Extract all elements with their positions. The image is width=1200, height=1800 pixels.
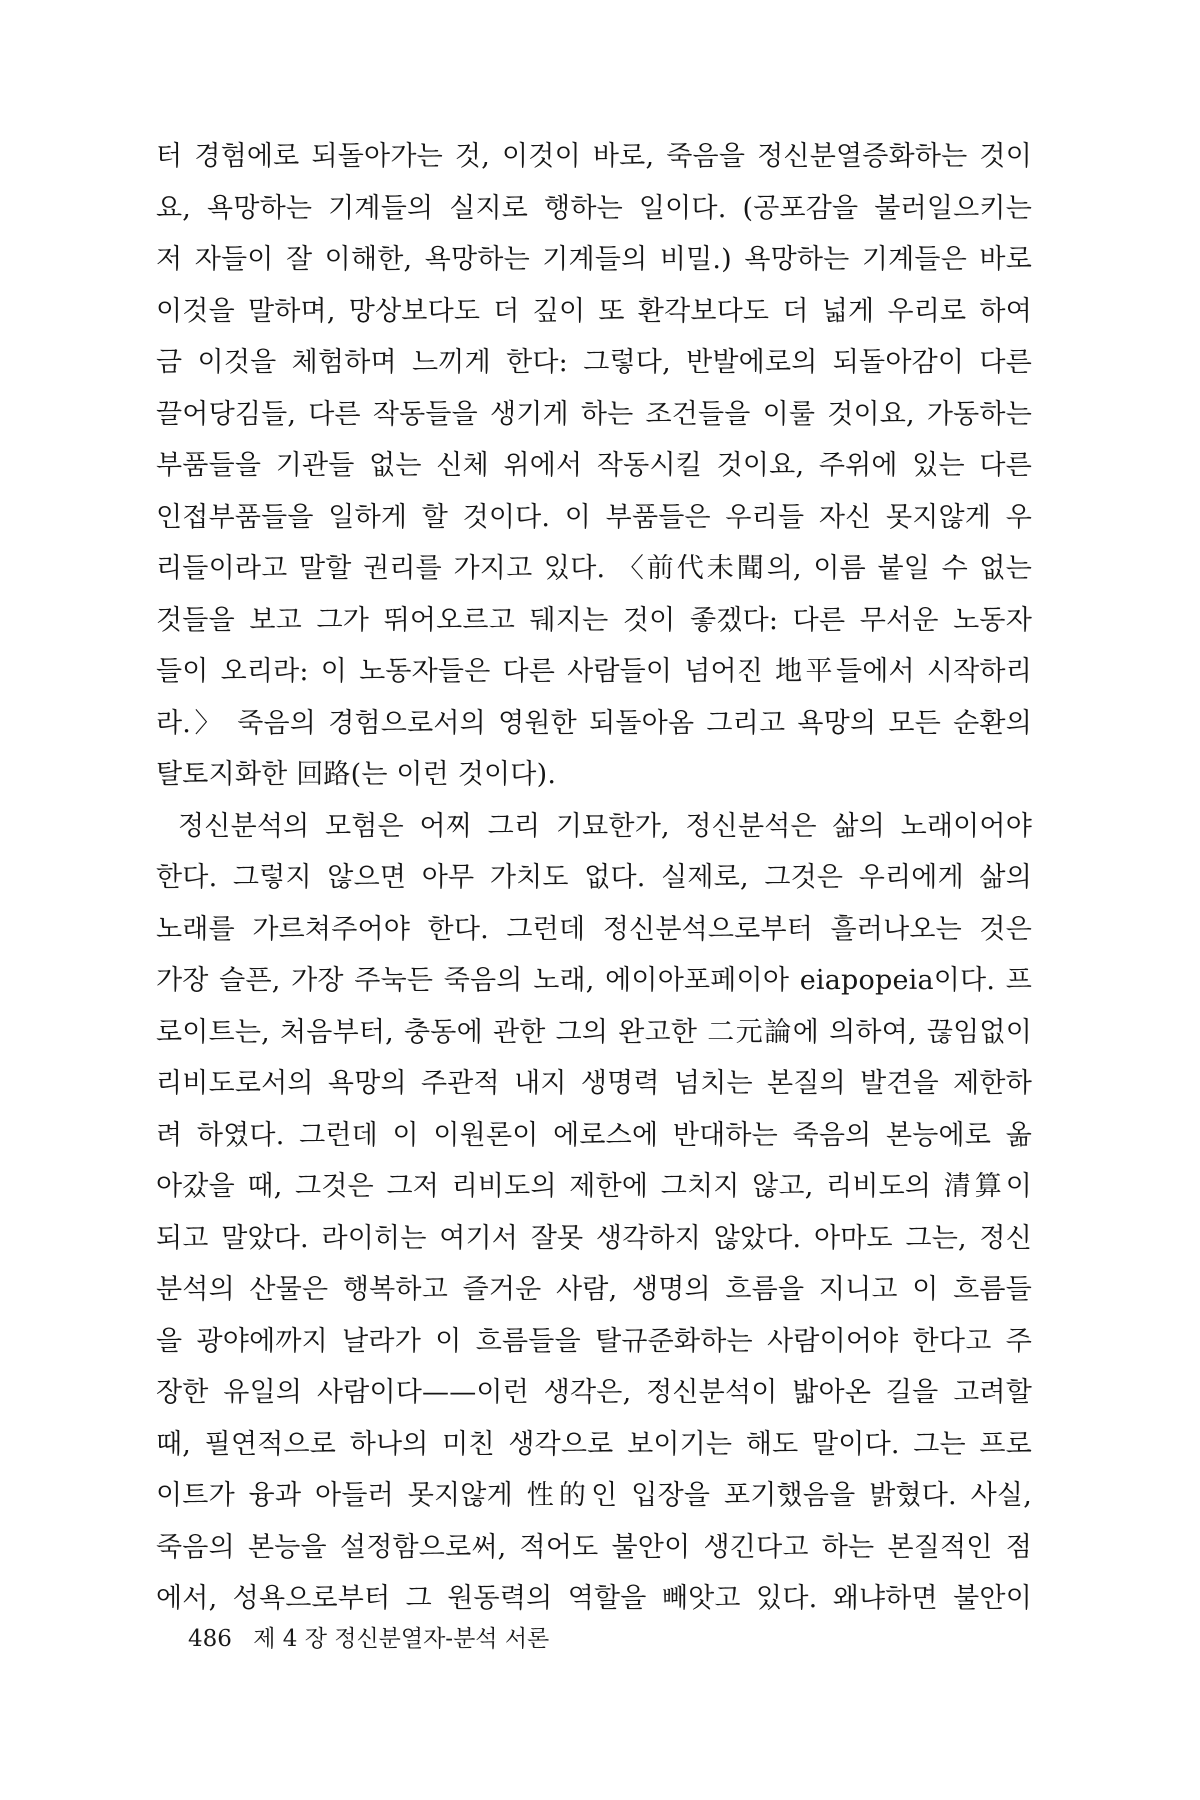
text-line: 요, 욕망하는 기계들의 실지로 행하는 일이다. (공포감을 불러일으키는 <box>156 192 1032 224</box>
text-line: 한다. 그렇지 않으면 아무 가치도 없다. 실제로, 그것은 우리에게 삶의 <box>156 862 1032 893</box>
text-line: 때, 필연적으로 하나의 미친 생각으로 보이기는 해도 말이다. 그는 프로 <box>156 1428 1032 1460</box>
text-line: 탈토지화한 回路(는 이런 것이다). <box>156 759 557 790</box>
text-line: 금 이것을 체험하며 느끼게 한다: 그렇다, 반발에로의 되돌아감이 다른 <box>156 347 1032 378</box>
text-line: 저 자들이 잘 이해한, 욕망하는 기계들의 비밀.) 욕망하는 기계들은 바로 <box>156 244 1032 275</box>
text-line: 터 경험에로 되돌아가는 것, 이것이 바로, 죽음을 정신분열증화하는 것이 <box>156 141 1032 172</box>
text-line: 정신분석의 모험은 어찌 그리 기묘한가, 정신분석은 삶의 노래이어야 <box>178 810 1032 842</box>
body-text <box>156 131 1032 1625</box>
text-line: 인접부품들을 일하게 할 것이다. 이 부품들은 우리들 자신 못지않게 우 <box>156 501 1032 533</box>
text-line: 에서, 성욕으로부터 그 원동력의 역할을 빼앗고 있다. 왜냐하면 불안이 <box>156 1583 1032 1614</box>
text-line: 아갔을 때, 그것은 그저 리비도의 제한에 그치지 않고, 리비도의 清算이 <box>156 1171 1032 1202</box>
text-line: 려 하였다. 그런데 이 이원론이 에로스에 반대하는 죽음의 본능에로 옮 <box>156 1119 1032 1151</box>
text-line: 부품들을 기관들 없는 신체 위에서 작동시킬 것이요, 주위에 있는 다른 <box>156 450 1032 481</box>
text-line: 가장 슬픈, 가장 주눅든 죽음의 노래, 에이아포페이아 eiapopeia이다. 프 <box>156 965 1032 996</box>
paragraph-2 <box>156 801 1032 1625</box>
text-line: 이것을 말하며, 망상보다도 더 깊이 또 환각보다도 더 넓게 우리로 하여 <box>156 295 1032 327</box>
text-line: 들이 오리라: 이 노동자들은 다른 사람들이 넘어진 地平들에서 시작하리 <box>156 656 1032 687</box>
running-head: 제 4 장 정신분열자-분석 서론 <box>253 1626 550 1652</box>
text-line: 되고 말았다. 라이히는 여기서 잘못 생각하지 않았다. 아마도 그는, 정신 <box>156 1222 1032 1254</box>
text-line: 장한 유일의 사람이다——이런 생각은, 정신분석이 밟아온 길을 고려할 <box>156 1377 1032 1408</box>
text-line: 을 광야에까지 날라가 이 흐름들을 탈규준화하는 사람이어야 한다고 주 <box>156 1325 1032 1357</box>
text-line: 라.〉 죽음의 경험으로서의 영원한 되돌아옴 그리고 욕망의 모든 순환의 <box>156 707 1032 739</box>
text-line: 로이트는, 처음부터, 충동에 관한 그의 완고한 二元論에 의하여, 끊임없이 <box>156 1016 1032 1048</box>
text-line: 리들이라고 말할 권리를 가지고 있다. 〈前代未聞의, 이름 붙일 수 없는 <box>156 553 1032 584</box>
text-line: 리비도로서의 욕망의 주관적 내지 생명력 넘치는 본질의 발견을 제한하 <box>156 1068 1032 1099</box>
text-line: 죽음의 본능을 설정함으로써, 적어도 불안이 생긴다고 하는 본질적인 점 <box>156 1531 1032 1563</box>
text-line: 분석의 산물은 행복하고 즐거운 사람, 생명의 흐름을 지니고 이 흐름들 <box>156 1274 1032 1305</box>
text-line: 끌어당김들, 다른 작동들을 생기게 하는 조건들을 이룰 것이요, 가동하는 <box>156 398 1032 430</box>
text-line: 것들을 보고 그가 뛰어오르고 뒈지는 것이 좋겠다: 다른 무서운 노동자 <box>156 604 1032 636</box>
text-line: 노래를 가르쳐주어야 한다. 그런데 정신분석으로부터 흘러나오는 것은 <box>156 913 1032 945</box>
page-number: 486 <box>188 1626 232 1652</box>
page-footer <box>188 1619 549 1659</box>
paragraph-1 <box>156 131 1032 801</box>
text-line: 이트가 융과 아들러 못지않게 性的인 입장을 포기했음을 밝혔다. 사실, <box>156 1480 1032 1511</box>
